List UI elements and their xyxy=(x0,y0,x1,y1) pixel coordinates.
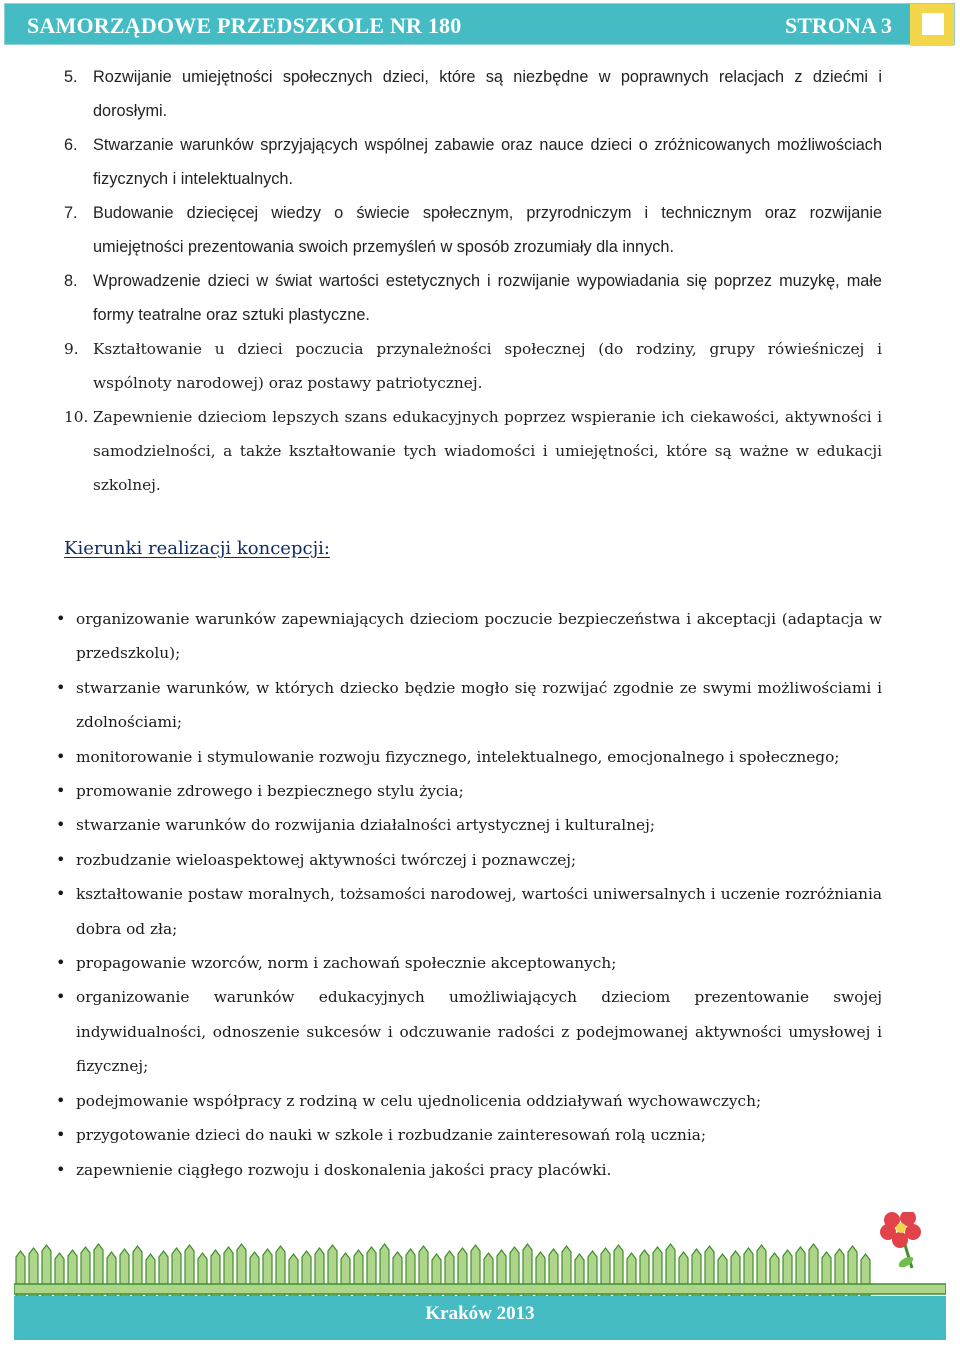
section-title: Kierunki realizacji koncepcji: xyxy=(64,538,330,559)
list-item-text: Wprowadzenie dzieci w świat wartości estetycznych i rozwijanie wypowiadania się poprzez muzykę, małe formy teatralne oraz sztuki plastyczne. xyxy=(93,272,882,324)
bullet-item xyxy=(56,843,882,877)
bullet-text: promowanie zdrowego i bezpiecznego stylu życia; xyxy=(76,782,464,801)
list-item xyxy=(64,60,882,128)
page-number: STRONA 3 xyxy=(785,13,892,38)
bullet-icon: • xyxy=(56,746,66,766)
bullet-icon: • xyxy=(56,884,66,904)
list-item-text: Rozwijanie umiejętności społecznych dzieci, które są niezbędne w poprawnych relacjach z dziećmi i dorosłymi. xyxy=(93,68,882,120)
bullet-item xyxy=(56,602,882,671)
bullet-icon: • xyxy=(56,1125,66,1145)
bullet-item xyxy=(56,1084,882,1118)
bullet-text: organizowanie warunków zapewniających dzieciom poczucie bezpieczeństwa i akceptacji (adaptacja w przedszkolu); xyxy=(76,610,882,663)
flower-icon xyxy=(880,1212,921,1269)
fence-rail xyxy=(14,1284,946,1294)
list-item xyxy=(64,400,882,502)
bullet-text: rozbudzanie wieloaspektowej aktywności twórczej i poznawczej; xyxy=(76,850,577,869)
list-item xyxy=(64,264,882,332)
list-item xyxy=(64,196,882,264)
bullet-text: monitorowanie i stymulowanie rozwoju fizycznego, intelektualnego, emocjonalnego i społecznego; xyxy=(76,747,840,766)
bullet-text: przygotowanie dzieci do nauki w szkole i rozbudzanie zainteresowań rolą ucznia; xyxy=(76,1126,706,1145)
bullet-icon: • xyxy=(56,815,66,835)
goals-numbered-list xyxy=(64,60,882,502)
bullet-item xyxy=(56,1118,882,1152)
corner-square-icon xyxy=(922,13,944,35)
bullet-text: zapewnienie ciągłego rozwoju i doskonalenia jakości pracy placówki. xyxy=(76,1160,612,1179)
list-item xyxy=(64,332,882,400)
bullet-item xyxy=(56,980,882,1083)
bullet-icon: • xyxy=(56,609,66,628)
list-item-number: 6. xyxy=(64,136,78,154)
directions-bullet-list xyxy=(56,602,882,1187)
list-item-text: Budowanie dziecięcej wiedzy o świecie społecznym, przyrodniczym i technicznym oraz rozwijanie umiejętności prezentowania swoich przemyśleń w sposób zrozumiały dla innych. xyxy=(93,204,882,256)
list-item-number: 10. xyxy=(64,408,89,426)
page-header xyxy=(4,3,955,45)
bullet-text: propagowanie wzorców, norm i zachowań społecznie akceptowanych; xyxy=(76,954,617,973)
list-item xyxy=(64,128,882,196)
bullet-text: organizowanie warunków edukacyjnych umożliwiających dzieciom prezentowanie swojej indywidualności, odnoszenie sukcesów i odczuwanie radości z podejmowanej aktywności umysłowej i fizycznej; xyxy=(76,988,882,1076)
bullet-icon: • xyxy=(56,987,66,1007)
bullet-text: podejmowanie współpracy z rodziną w celu ujednolicenia oddziaływań wychowawczych; xyxy=(76,1091,762,1110)
bullet-item xyxy=(56,1153,882,1187)
list-item-text: Zapewnienie dzieciom lepszych szans edukacyjnych poprzez wspieranie ich ciekawości, aktywności i samodzielności, a także kształtowanie tych wiadomości i umiejętności, które są ważne w edukacji szkolnej. xyxy=(93,408,882,494)
footer-city-year: Kraków 2013 xyxy=(425,1303,535,1324)
bullet-item xyxy=(56,946,882,980)
list-item-number: 5. xyxy=(64,68,78,86)
school-name: SAMORZĄDOWE PRZEDSZKOLE NR 180 xyxy=(27,13,462,38)
bullet-text: stwarzanie warunków, w których dziecko będzie mogło się rozwijać zgodnie ze swymi możliwościami i zdolnościami; xyxy=(76,678,882,732)
bullet-icon: • xyxy=(56,677,66,697)
bullet-icon: • xyxy=(56,1090,66,1110)
bullet-item xyxy=(56,671,882,740)
bullet-icon: • xyxy=(56,781,66,801)
bullet-text: stwarzanie warunków do rozwijania działalności artystycznej i kulturalnej; xyxy=(76,816,656,835)
bullet-item xyxy=(56,877,882,946)
list-item-text: Stwarzanie warunków sprzyjających wspólnej zabawie oraz nauce dzieci o zróżnicowanych możliwościach fizycznych i intelektualnych. xyxy=(93,136,882,188)
bullet-icon: • xyxy=(56,1159,66,1179)
bullet-icon: • xyxy=(56,849,66,869)
bullet-icon: • xyxy=(56,953,66,973)
list-item-number: 8. xyxy=(64,272,78,290)
bullet-item xyxy=(56,808,882,842)
bullet-item xyxy=(56,740,882,774)
bullet-item xyxy=(56,774,882,808)
list-item-number: 7. xyxy=(64,204,78,222)
list-item-number: 9. xyxy=(64,340,79,358)
header-corner-decoration xyxy=(910,4,954,46)
bullet-text: kształtowanie postaw moralnych, tożsamości narodowej, wartości uniwersalnych i uczenie rozróżniania dobra od zła; xyxy=(76,885,882,938)
list-item-text: Kształtowanie u dzieci poczucia przynależności społecznej (do rodziny, grupy rówieśniczej i wspólnoty narodowej) oraz postawy patriotycznej. xyxy=(93,340,882,392)
